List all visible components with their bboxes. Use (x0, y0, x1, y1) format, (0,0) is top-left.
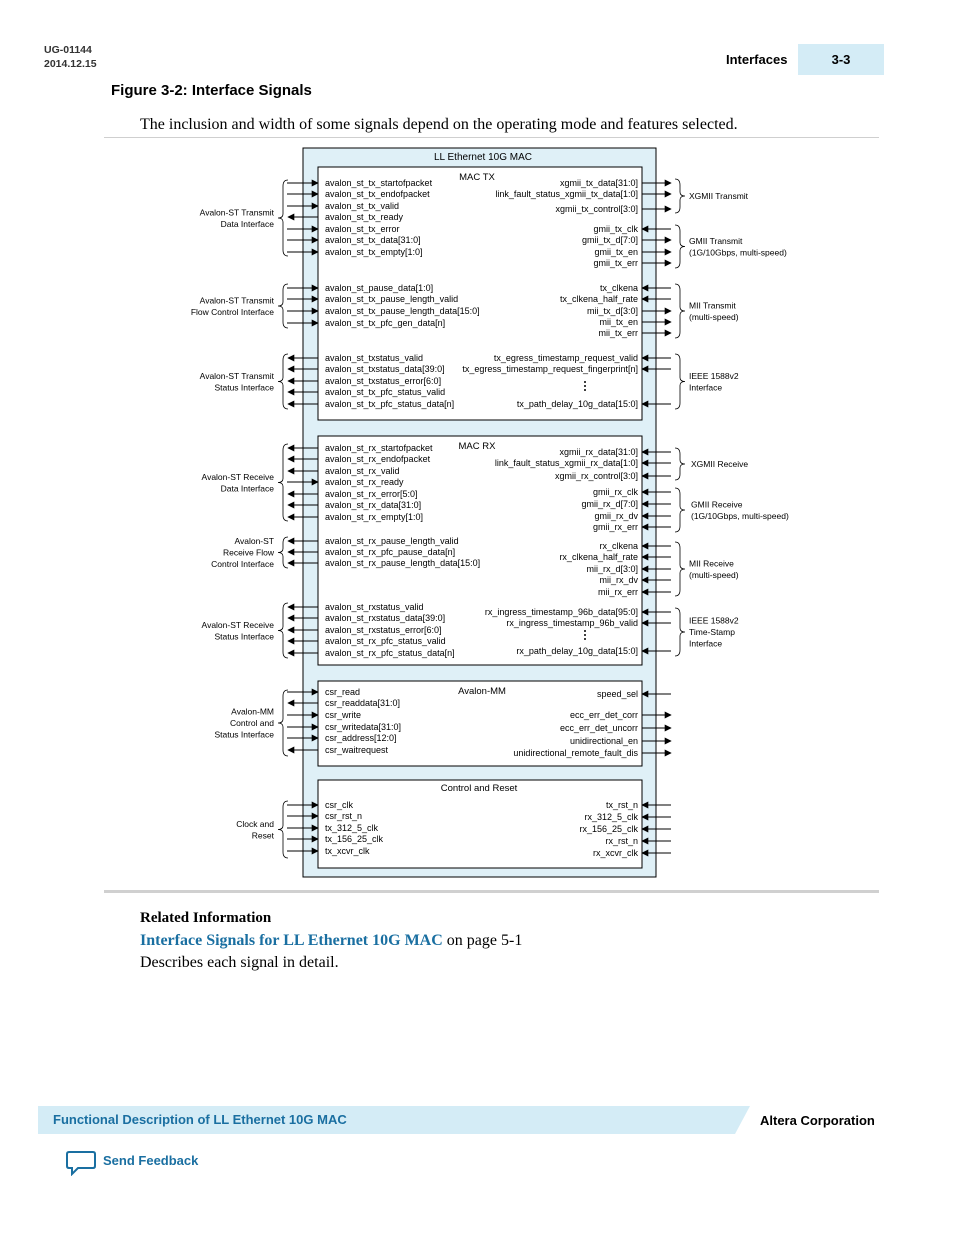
signal-label: link_fault_status_xgmii_rx_data[1:0] (494, 458, 638, 468)
signal-label: mii_rx_dv (599, 575, 638, 585)
signal-label: avalon_st_rx_empty[1:0] (325, 512, 424, 522)
group-label: GMII Receive (691, 499, 743, 510)
group-label: IEEE 1588v2 (689, 370, 739, 381)
group-label: GMII Transmit (689, 235, 743, 246)
signal-label: mii_tx_en (599, 317, 638, 327)
signal-label: avalon_st_rx_ready (325, 477, 404, 487)
group-label: MII Receive (689, 558, 734, 569)
signal-label: csr_writedata[31:0] (325, 722, 402, 732)
signal-label: rx_rst_n (605, 836, 638, 846)
signal-label: avalon_st_tx_error (325, 224, 400, 234)
group-brace (278, 603, 288, 658)
group-label: Interface (689, 638, 723, 649)
group-label: (1G/10Gbps, multi-speed) (689, 247, 787, 258)
mac-outer-title: LL Ethernet 10G MAC (433, 152, 533, 163)
group-brace (278, 354, 288, 409)
signal-label: avalon_st_rxstatus_error[6:0] (325, 625, 442, 635)
signal-label: csr_write (325, 710, 362, 720)
signal-label: gmii_tx_en (594, 247, 638, 257)
signal-label: avalon_st_tx_pfc_gen_data[n] (325, 318, 446, 328)
signal-label: tx_rst_n (605, 800, 638, 810)
signal-label: gmii_tx_err (593, 258, 638, 268)
group-label: Interface (689, 382, 723, 393)
group-brace (675, 354, 685, 409)
signal-label: speed_sel (596, 689, 638, 699)
group-label: Avalon-ST Transmit (199, 370, 274, 381)
signal-label: xgmii_rx_data[31:0] (559, 447, 638, 457)
footer-company: Altera Corporation (760, 1113, 875, 1128)
group-label: Data Interface (220, 218, 274, 229)
signal-label: avalon_st_tx_pfc_status_valid (325, 387, 446, 397)
group-label: Reset (251, 830, 274, 841)
signal-label: avalon_st_tx_startofpacket (325, 178, 433, 188)
related-link[interactable]: Interface Signals for LL Ethernet 10G MAC (140, 932, 443, 949)
ellipsis-dot (584, 385, 586, 387)
signal-label: xgmii_tx_control[3:0] (555, 204, 638, 214)
ellipsis-dot (584, 381, 586, 383)
signal-label: avalon_st_rx_pfc_status_data[n] (325, 648, 455, 658)
signal-label: gmii_tx_clk (593, 224, 638, 234)
ellipsis-dot (584, 638, 586, 640)
signal-label: tx_egress_timestamp_request_valid (493, 353, 638, 363)
group-label: Control Interface (211, 559, 274, 569)
speech-bubble-icon[interactable] (66, 1150, 96, 1181)
rule-bottom (104, 890, 879, 893)
ellipsis-dot (584, 389, 586, 391)
section-name: Interfaces (726, 52, 788, 67)
signal-label: avalon_st_rx_data[31:0] (325, 500, 422, 510)
signal-label: tx_egress_timestamp_request_fingerprint[n] (462, 364, 638, 374)
signal-label: avalon_st_tx_endofpacket (325, 189, 430, 199)
group-brace (675, 284, 685, 338)
group-label: Avalon-ST Receive (201, 619, 274, 630)
signal-label: xgmii_rx_control[3:0] (554, 471, 638, 481)
ellipsis-dot (584, 634, 586, 636)
signal-label: xgmii_tx_data[31:0] (559, 178, 638, 188)
signal-label: avalon_st_tx_empty[1:0] (325, 247, 423, 257)
signal-label: avalon_st_tx_ready (325, 212, 404, 222)
signal-label: link_fault_status_xgmii_tx_data[1:0] (495, 189, 638, 199)
signal-label: csr_rst_n (325, 811, 363, 821)
related-description: Describes each signal in detail. (140, 954, 339, 971)
signal-label: avalon_st_rx_pfc_status_valid (325, 636, 446, 646)
signal-label: avalon_st_txstatus_error[6:0] (325, 376, 442, 386)
signal-label: rx_156_25_clk (579, 824, 638, 834)
block-title: Control and Reset (440, 783, 518, 794)
signal-label: mii_tx_err (598, 328, 638, 338)
group-label: Avalon-ST Receive (201, 471, 274, 482)
signal-label: mii_rx_d[3:0] (586, 564, 638, 574)
group-label: Status Interface (214, 382, 274, 393)
signal-label: avalon_st_tx_pause_length_data[15:0] (325, 306, 480, 316)
related-link-suffix: on page 5-1 (442, 932, 523, 949)
block-title: MAC RX (458, 441, 496, 452)
group-brace (278, 180, 288, 256)
signal-label: avalon_st_txstatus_valid (325, 353, 424, 363)
group-label: XGMII Receive (691, 459, 749, 469)
signal-label: unidirectional_remote_fault_dis (513, 748, 638, 758)
group-label: (multi-speed) (689, 569, 739, 580)
signal-label: tx_312_5_clk (325, 823, 379, 833)
signal-label: tx_xcvr_clk (325, 846, 370, 856)
block-title: Avalon-MM (458, 686, 506, 697)
signal-label: tx_clkena (599, 283, 638, 293)
group-label: Avalon-ST Transmit (199, 295, 274, 306)
signal-label: gmii_rx_err (592, 522, 638, 532)
figure-intro: The inclusion and width of some signals depend on the operating mode and features selected. (140, 116, 738, 133)
signal-label: csr_read (325, 687, 361, 697)
signal-label: gmii_rx_d[7:0] (581, 499, 638, 509)
group-label: Flow Control Interface (190, 306, 274, 317)
group-brace (278, 444, 288, 521)
signal-label: gmii_rx_clk (592, 487, 638, 497)
send-feedback-link[interactable]: Send Feedback (103, 1153, 199, 1168)
signal-label: avalon_st_rxstatus_valid (325, 602, 424, 612)
group-brace (675, 488, 685, 532)
group-label: Avalon-MM (231, 706, 274, 717)
group-brace (675, 225, 685, 268)
signal-label: avalon_st_rx_endofpacket (325, 454, 431, 464)
related-line (140, 932, 522, 950)
group-brace (675, 608, 685, 656)
doc-id: UG-01144 (44, 44, 92, 56)
group-label: Avalon-ST Transmit (199, 207, 274, 218)
signal-label: csr_address[12:0] (325, 733, 397, 743)
signal-label: rx_xcvr_clk (592, 848, 638, 858)
group-label: Avalon-ST (234, 536, 274, 546)
group-label: Status Interface (214, 729, 274, 740)
signal-label: rx_ingress_timestamp_96b_valid (506, 618, 638, 628)
group-brace (278, 690, 288, 756)
signal-label: unidirectional_en (569, 736, 638, 746)
signal-label: ecc_err_det_corr (569, 710, 638, 720)
signal-label: avalon_st_tx_pause_length_valid (325, 294, 459, 304)
signal-label: avalon_st_tx_data[31:0] (325, 235, 421, 245)
group-label: MII Transmit (689, 300, 736, 311)
related-heading: Related Information (140, 910, 272, 926)
signal-label: csr_clk (325, 800, 354, 810)
group-label: (multi-speed) (689, 311, 739, 322)
group-label: XGMII Transmit (689, 191, 749, 201)
group-label: IEEE 1588v2 (689, 615, 739, 626)
group-brace (675, 179, 685, 213)
signal-label: ecc_err_det_uncorr (559, 723, 638, 733)
signal-label: tx_path_delay_10g_data[15:0] (516, 399, 638, 409)
group-brace (278, 537, 288, 568)
signal-label: tx_clkena_half_rate (559, 294, 638, 304)
signal-label: gmii_rx_dv (594, 511, 638, 521)
signal-label: avalon_st_rxstatus_data[39:0] (325, 613, 446, 623)
signal-label: avalon_st_rx_pause_length_valid (325, 536, 459, 546)
signal-label: rx_clkena_half_rate (559, 552, 638, 562)
doc-date: 2014.12.15 (44, 58, 97, 70)
signal-label: avalon_st_rx_pfc_pause_data[n] (325, 547, 456, 557)
signal-label: avalon_st_pause_data[1:0] (325, 283, 434, 293)
signal-label: gmii_tx_d[7:0] (581, 235, 638, 245)
ellipsis-dot (584, 630, 586, 632)
signal-label: avalon_st_rx_pause_length_data[15:0] (325, 558, 481, 568)
group-label: (1G/10Gbps, multi-speed) (691, 510, 789, 521)
group-label: Clock and (236, 818, 274, 829)
signal-label: rx_clkena (599, 541, 638, 551)
signal-label: tx_156_25_clk (325, 834, 384, 844)
signal-label: avalon_st_txstatus_data[39:0] (325, 364, 445, 374)
signal-label: rx_312_5_clk (584, 812, 638, 822)
signal-label: csr_readdata[31:0] (325, 698, 401, 708)
signal-label: mii_tx_d[3:0] (586, 306, 638, 316)
page-number: 3-3 (831, 52, 851, 67)
diagram-content (191, 167, 789, 868)
group-label: Time-Stamp (689, 627, 735, 637)
footer-title: Functional Description of LL Ethernet 10G MAC (53, 1112, 347, 1127)
signal-label: avalon_st_rx_startofpacket (325, 443, 433, 453)
group-label: Status Interface (214, 631, 274, 642)
group-brace (675, 448, 685, 480)
signal-label: avalon_st_rx_valid (325, 466, 400, 476)
signal-label: rx_path_delay_10g_data[15:0] (516, 646, 638, 656)
signal-label: avalon_st_rx_error[5:0] (325, 489, 418, 499)
signal-label: mii_rx_err (597, 587, 638, 597)
group-label: Control and (230, 718, 274, 728)
signal-label: rx_ingress_timestamp_96b_data[95:0] (484, 607, 638, 617)
signal-label: csr_waitrequest (325, 745, 389, 755)
block-title: MAC TX (459, 172, 495, 183)
group-brace (675, 542, 685, 596)
signal-label: avalon_st_tx_valid (325, 201, 400, 211)
group-label: Data Interface (220, 483, 274, 494)
group-label: Receive Flow (222, 547, 274, 558)
group-brace (278, 801, 288, 858)
group-brace (278, 284, 288, 328)
figure-title: Figure 3-2: Interface Signals (111, 82, 312, 99)
signal-label: avalon_st_tx_pfc_status_data[n] (325, 399, 455, 409)
